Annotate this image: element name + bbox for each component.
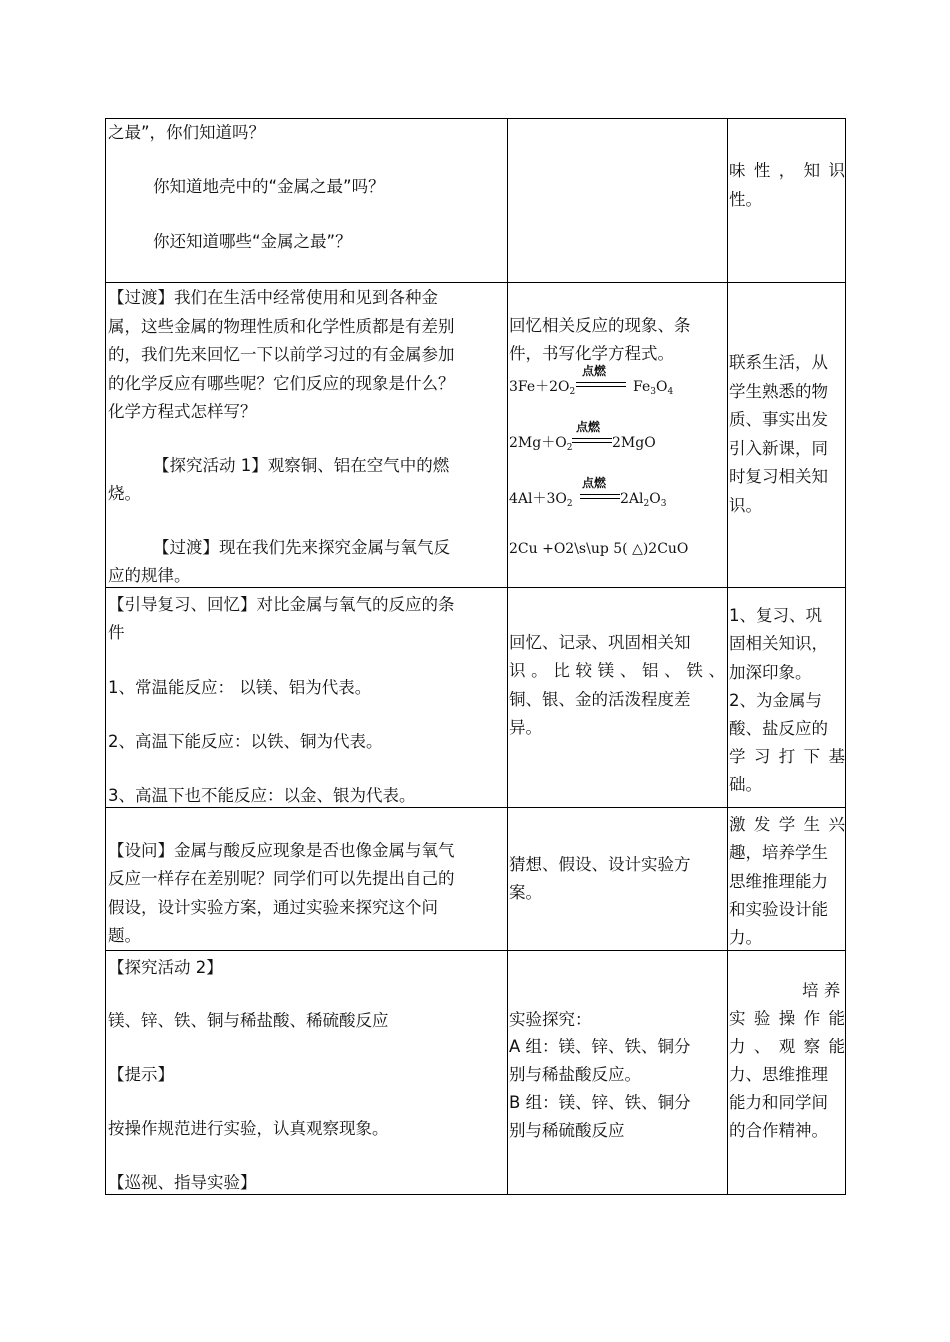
row5-student-line: B 组：镁、锌、铁、铜分: [509, 1093, 691, 1112]
row4-intent-line: 和实验设计能: [729, 900, 828, 919]
row1-teacher-line: 你知道地壳中的“金属之最”吗？: [153, 177, 385, 196]
row2-intent-line: 引入新课，同: [729, 439, 828, 458]
row2-teacher-line: 属，这些金属的物理性质和化学性质都是有差别: [108, 317, 455, 336]
row3-intent-line: 酸、盐反应的: [729, 719, 828, 738]
equation-al: $4Al+3O_2$: [509, 491, 573, 509]
equation-mg: $2Mg+O_2$: [509, 435, 573, 453]
equals-sign: [576, 382, 626, 387]
row5-intent-line: 力 、 观 察 能: [729, 1037, 845, 1056]
row2-student-line: 件，书写化学方程式。: [509, 344, 674, 363]
row4-teacher-line: 【设问】金属与酸反应现象是否也像金属与氧气: [108, 841, 455, 860]
row4-teacher-line: 反应一样存在差别呢？同学们可以先提出自己的: [108, 869, 455, 888]
row5-student-line: 别与稀硫酸反应: [509, 1121, 625, 1140]
row2-teacher-line: 【探究活动 1】观察铜、铝在空气中的燃: [153, 456, 450, 475]
row2-intent-line: 质、事实出发: [729, 410, 828, 429]
row3-intent-line: 2、为金属与: [729, 691, 822, 710]
row1-intent-line: 味 性 ， 知 识: [729, 161, 845, 180]
row4-intent-line: 力。: [729, 928, 762, 947]
row5-intent-line: 能力和同学间: [729, 1093, 828, 1112]
row2-teacher-line: 的化学反应有哪些呢？它们反应的现象是什么？: [108, 374, 455, 393]
row5-student-line: 实验探究：: [509, 1010, 592, 1029]
row2-intent-line: 学生熟悉的物: [729, 382, 828, 401]
row2-teacher-line: 的，我们先来回忆一下以前学习过的有金属参加: [108, 345, 455, 364]
row2-teacher-line: 【过渡】现在我们先来探究金属与氧气反: [153, 538, 450, 557]
row2-intent-line: 时复习相关知: [729, 467, 828, 486]
row2-teacher-line: 化学方程式怎样写？: [108, 402, 257, 421]
equation-mg-product: 2MgO: [612, 435, 656, 451]
row5-student-line: 别与稀盐酸反应。: [509, 1065, 641, 1084]
row3-student-line: 异。: [509, 718, 542, 737]
row2-intent-line: 联系生活，从: [729, 353, 828, 372]
row3-teacher-line: 【引导复习、回忆】对比金属与氧气的反应的条: [108, 595, 455, 614]
row5-intent-line: 的合作精神。: [729, 1121, 828, 1140]
row4-student-line: 猜想、假设、设计实验方: [509, 855, 691, 874]
row3-teacher-line: 件: [108, 623, 125, 642]
condition-label: 点燃: [582, 476, 607, 490]
row4-intent-line: 激 发 学 生 兴: [729, 815, 845, 834]
row5-intent-line: 培 养: [802, 981, 841, 1000]
row3-student-line: 识。比较镁、铝、铁、: [509, 661, 725, 680]
row3-student-line: 回忆、记录、巩固相关知: [509, 633, 691, 652]
row1-teacher-line: 你还知道哪些“金属之最”？: [153, 232, 352, 251]
row3-intent-line: 础。: [729, 775, 762, 794]
row5-student-line: A 组：镁、锌、铁、铜分: [509, 1037, 691, 1056]
row5-intent-line: 力、思维推理: [729, 1065, 828, 1084]
row3-teacher-line: 3、高温下也不能反应：以金、银为代表。: [108, 786, 416, 805]
row5-intent-line: 实 验 操 作 能: [729, 1009, 845, 1028]
row2-teacher-line: 【过渡】我们在生活中经常使用和见到各种金: [108, 288, 438, 307]
row4-teacher-line: 假设，设计实验方案，通过实验来探究这个问: [108, 898, 438, 917]
row5-teacher-line: 【提示】: [108, 1065, 174, 1084]
row4-student-line: 案。: [509, 883, 542, 902]
equation-cu: 2Cu +O2\s\up 5( △)2CuO: [509, 541, 689, 557]
equals-sign: [572, 438, 612, 443]
row2-teacher-line: 应的规律。: [108, 566, 191, 585]
row3-intent-line: 1、复习、巩: [729, 606, 822, 625]
column-divider: [727, 119, 728, 1194]
row-divider: [106, 282, 845, 283]
row2-intent-line: 识。: [729, 496, 762, 515]
row3-intent-line: 加深印象。: [729, 663, 812, 682]
row5-teacher-line: 【探究活动 2】: [108, 958, 223, 977]
row4-intent-line: 趣，培养学生: [729, 843, 828, 862]
row3-intent-line: 固相关知识，: [729, 634, 828, 653]
equals-sign: [580, 494, 620, 499]
row1-teacher-line: 之最”，你们知道吗？: [108, 123, 266, 142]
row3-student-line: 铜、银、金的活泼程度差: [509, 690, 691, 709]
row3-teacher-line: 2、高温下能反应：以铁、铜为代表。: [108, 732, 383, 751]
column-divider: [507, 119, 508, 1194]
equation-fe-product: $Fe_3O_4$: [633, 379, 674, 397]
row5-teacher-line: 【巡视、指导实验】: [108, 1173, 257, 1192]
row5-teacher-line: 按操作规范进行实验，认真观察现象。: [108, 1119, 389, 1138]
row2-teacher-line: 烧。: [108, 484, 141, 503]
row3-intent-line: 学 习 打 下 基: [729, 747, 845, 766]
lesson-plan-table: [105, 118, 846, 1195]
row2-student-line: 回忆相关反应的现象、条: [509, 316, 691, 335]
row-divider: [106, 587, 845, 588]
row4-teacher-line: 题。: [108, 926, 141, 945]
equation-al-product: $2Al_2O_3$: [620, 491, 667, 509]
condition-label: 点燃: [582, 364, 607, 378]
equation-fe: $3Fe+2O_2$: [509, 379, 576, 397]
row4-intent-line: 思维推理能力: [729, 872, 828, 891]
row1-intent-line: 性。: [729, 190, 762, 209]
row5-teacher-line: 镁、锌、铁、铜与稀盐酸、稀硫酸反应: [108, 1011, 389, 1030]
condition-label: 点燃: [576, 420, 601, 434]
row3-teacher-line: 1、常温能反应： 以镁、铝为代表。: [108, 678, 372, 697]
